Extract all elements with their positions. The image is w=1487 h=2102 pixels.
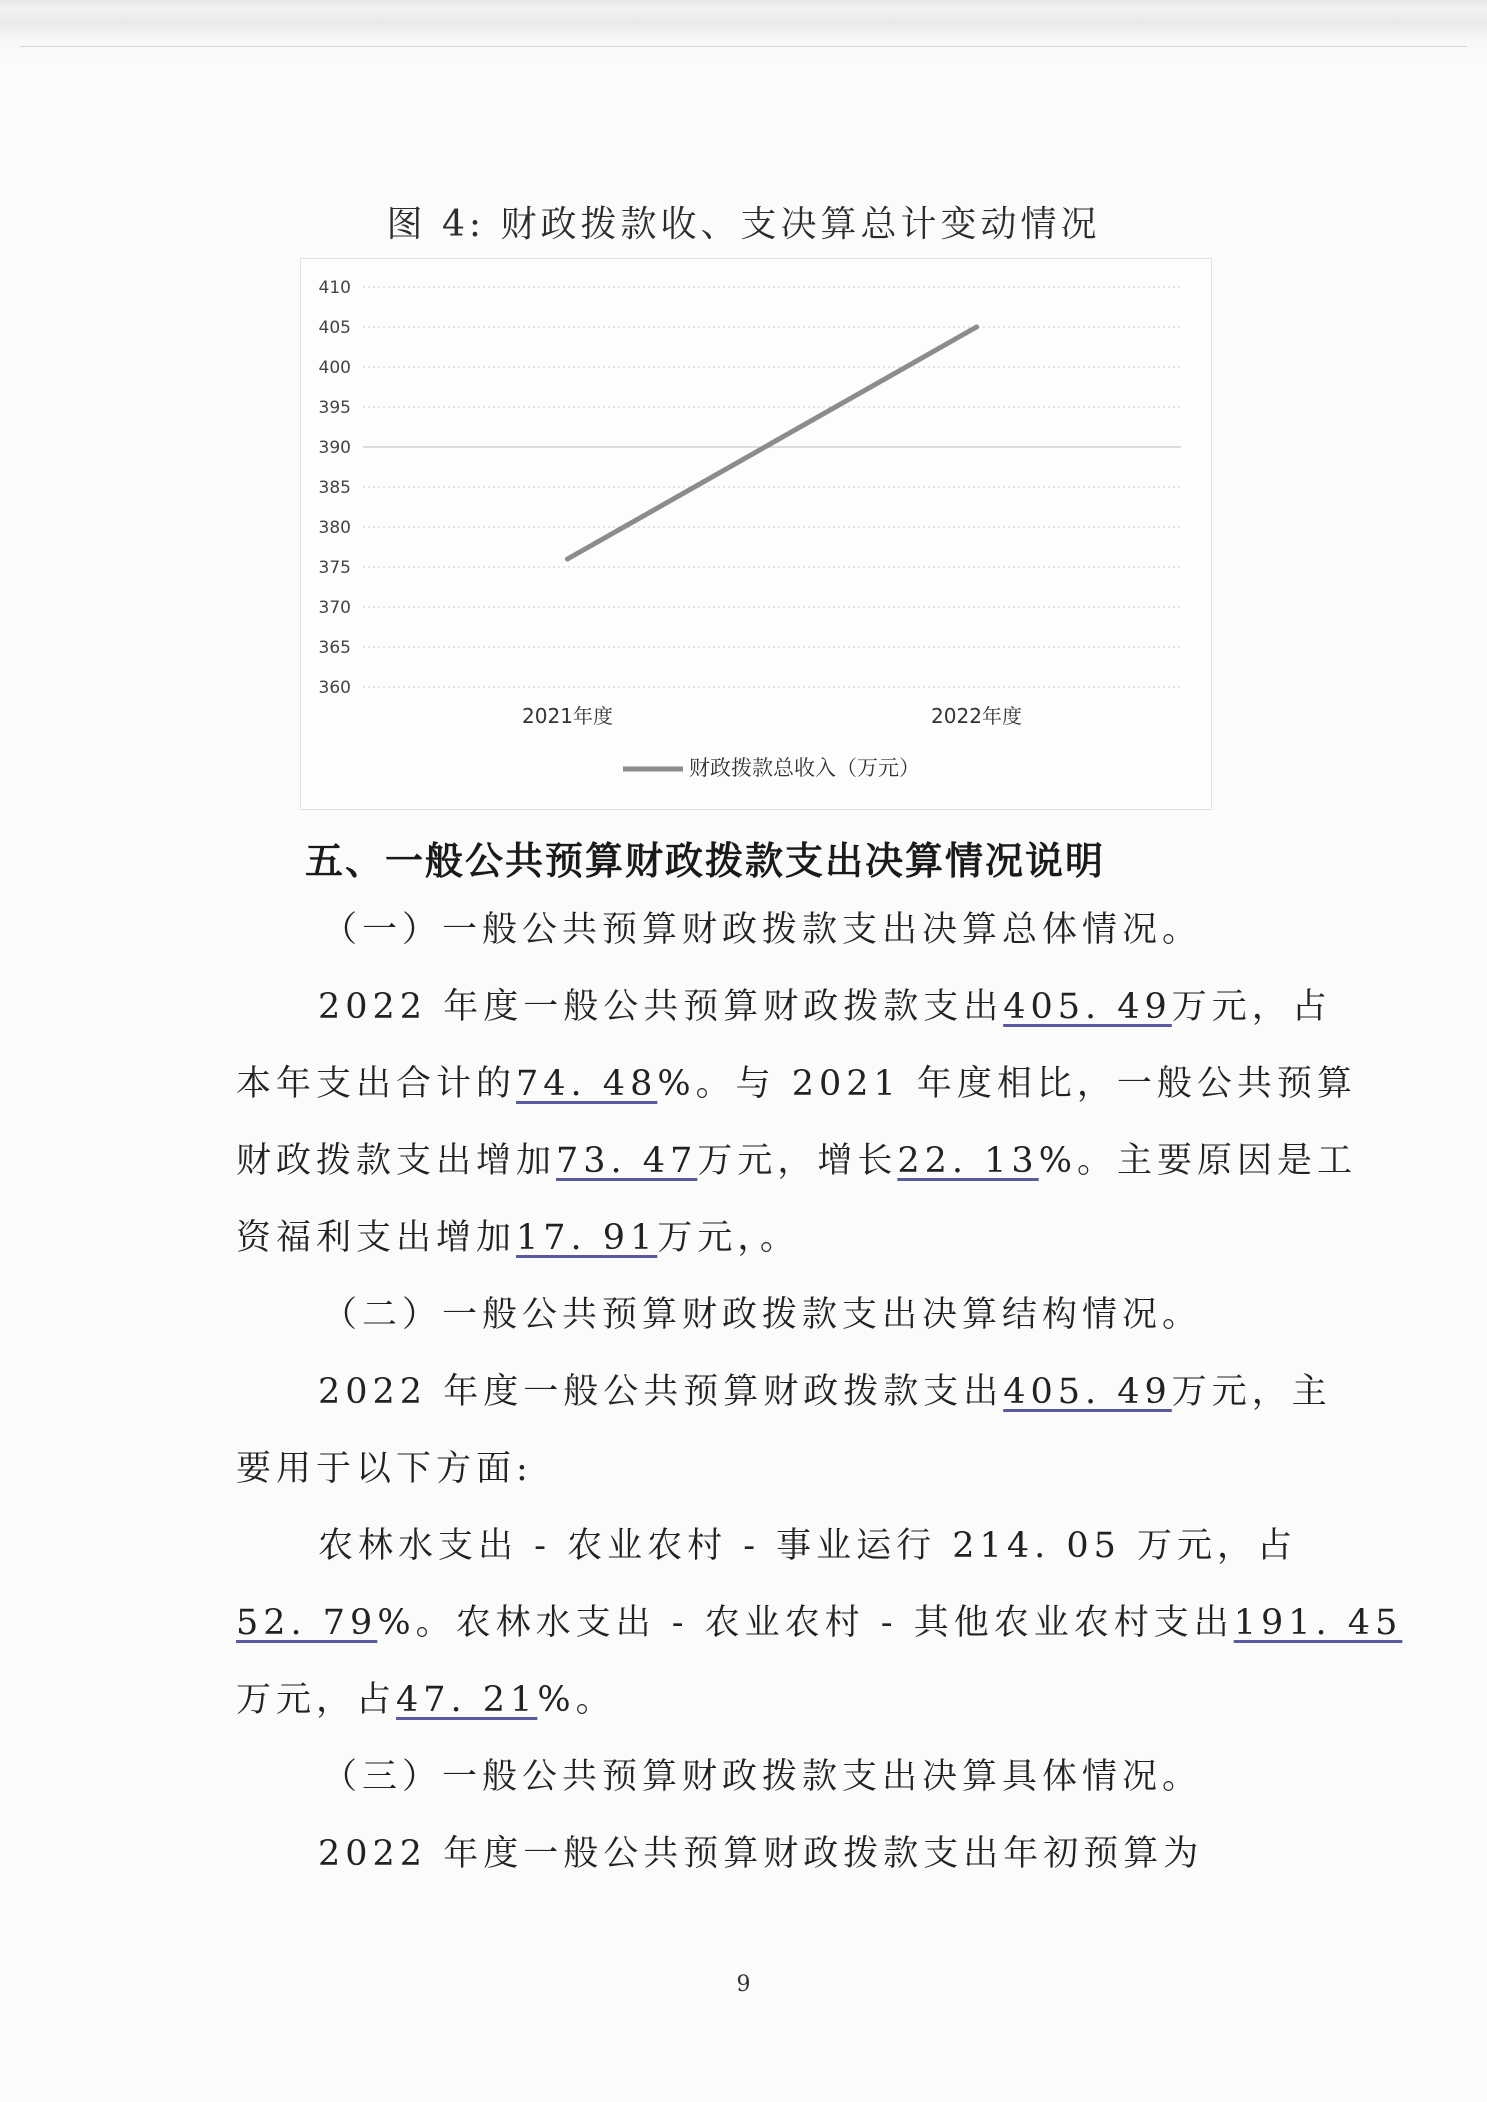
text: 2022 年度一般公共预算财政拨款支出年初预算为 (318, 1834, 1204, 1874)
paragraph-line (236, 1672, 616, 1722)
y-tick-label: 390 (318, 438, 351, 458)
percent-growth: 22. 13 (897, 1141, 1039, 1181)
y-tick-label: 395 (318, 398, 351, 418)
text: 万元，增长 (697, 1141, 898, 1181)
x-tick-label: 2022年度 (931, 704, 1022, 728)
text: 2022 年度一般公共预算财政拨款支出 (318, 987, 1004, 1027)
text: 万元，。 (657, 1218, 800, 1258)
text: 万元，主 (1171, 1372, 1332, 1412)
paragraph-line (236, 1595, 1402, 1645)
percent-other: 47. 21 (396, 1680, 538, 1720)
amount-increase: 73. 47 (556, 1141, 698, 1181)
chart-svg (301, 259, 1211, 809)
x-tick-label: 2021年度 (522, 704, 613, 728)
y-tick-label: 385 (318, 478, 351, 498)
text: %。农林水支出 - 农业农村 - 其他农业农村支出 (377, 1603, 1234, 1643)
text: 本年支出合计的 (236, 1064, 517, 1104)
y-tick-label: 410 (318, 278, 351, 298)
y-tick-label: 400 (318, 358, 351, 378)
percent-share: 74. 48 (516, 1064, 658, 1104)
text: 资福利支出增加 (236, 1218, 517, 1258)
text: 2022 年度一般公共预算财政拨款支出 (318, 1372, 1004, 1412)
text: %。与 2021 年度相比，一般公共预算 (657, 1064, 1357, 1104)
text: 农林水支出 - 农业农村 - 事业运行 214. 05 万元，占 (318, 1526, 1297, 1566)
subheading-3-text: （三）一般公共预算财政拨款支出决算具体情况。 (322, 1757, 1203, 1797)
text: %。 (537, 1680, 616, 1720)
data-point (565, 557, 570, 562)
section-heading: 五、一般公共预算财政拨款支出决算情况说明 (305, 839, 1106, 883)
subheading-2-text: （二）一般公共预算财政拨款支出决算结构情况。 (322, 1295, 1203, 1335)
y-tick-label: 365 (318, 638, 351, 658)
y-tick-label: 375 (318, 558, 351, 578)
subheading-1-text: （一）一般公共预算财政拨款支出决算总体情况。 (322, 910, 1203, 950)
text: %。主要原因是工 (1038, 1141, 1357, 1181)
text: 万元，占 (236, 1680, 397, 1720)
amount-total: 405. 49 (1003, 987, 1172, 1027)
amount-salary: 17. 91 (516, 1218, 658, 1258)
line-chart (300, 258, 1212, 810)
text: 要用于以下方面: (236, 1449, 533, 1489)
amount-other: 191. 45 (1233, 1603, 1403, 1643)
y-tick-label: 405 (318, 318, 351, 338)
series-line (568, 327, 977, 559)
paragraph-line (318, 1826, 1203, 1876)
data-point (974, 325, 979, 330)
paragraph-line (318, 979, 1332, 1029)
scan-edge (0, 0, 1487, 60)
paragraph-line (236, 1441, 533, 1491)
text: 万元，占 (1171, 987, 1332, 1027)
paragraph-line (236, 1210, 800, 1260)
paragraph-line (236, 1133, 1357, 1183)
subheading-3 (322, 1749, 1202, 1799)
y-tick-label: 380 (318, 518, 351, 538)
subheading-2 (322, 1287, 1202, 1337)
y-tick-label: 370 (318, 598, 351, 618)
amount-total-2: 405. 49 (1003, 1372, 1172, 1412)
scan-line (20, 46, 1467, 47)
text: 财政拨款支出增加 (236, 1141, 557, 1181)
paragraph-line (318, 1364, 1332, 1414)
paragraph-line (318, 1518, 1297, 1568)
y-tick-label: 360 (318, 678, 351, 698)
legend-label: 财政拨款总收入（万元） (689, 756, 920, 780)
page-number: 9 (736, 1972, 751, 1997)
paragraph-line (236, 1056, 1357, 1106)
percent-operation: 52. 79 (236, 1603, 378, 1643)
figure-title: 图 4: 财政拨款收、支决算总计变动情况 (386, 204, 1101, 245)
subheading-1 (322, 902, 1202, 952)
